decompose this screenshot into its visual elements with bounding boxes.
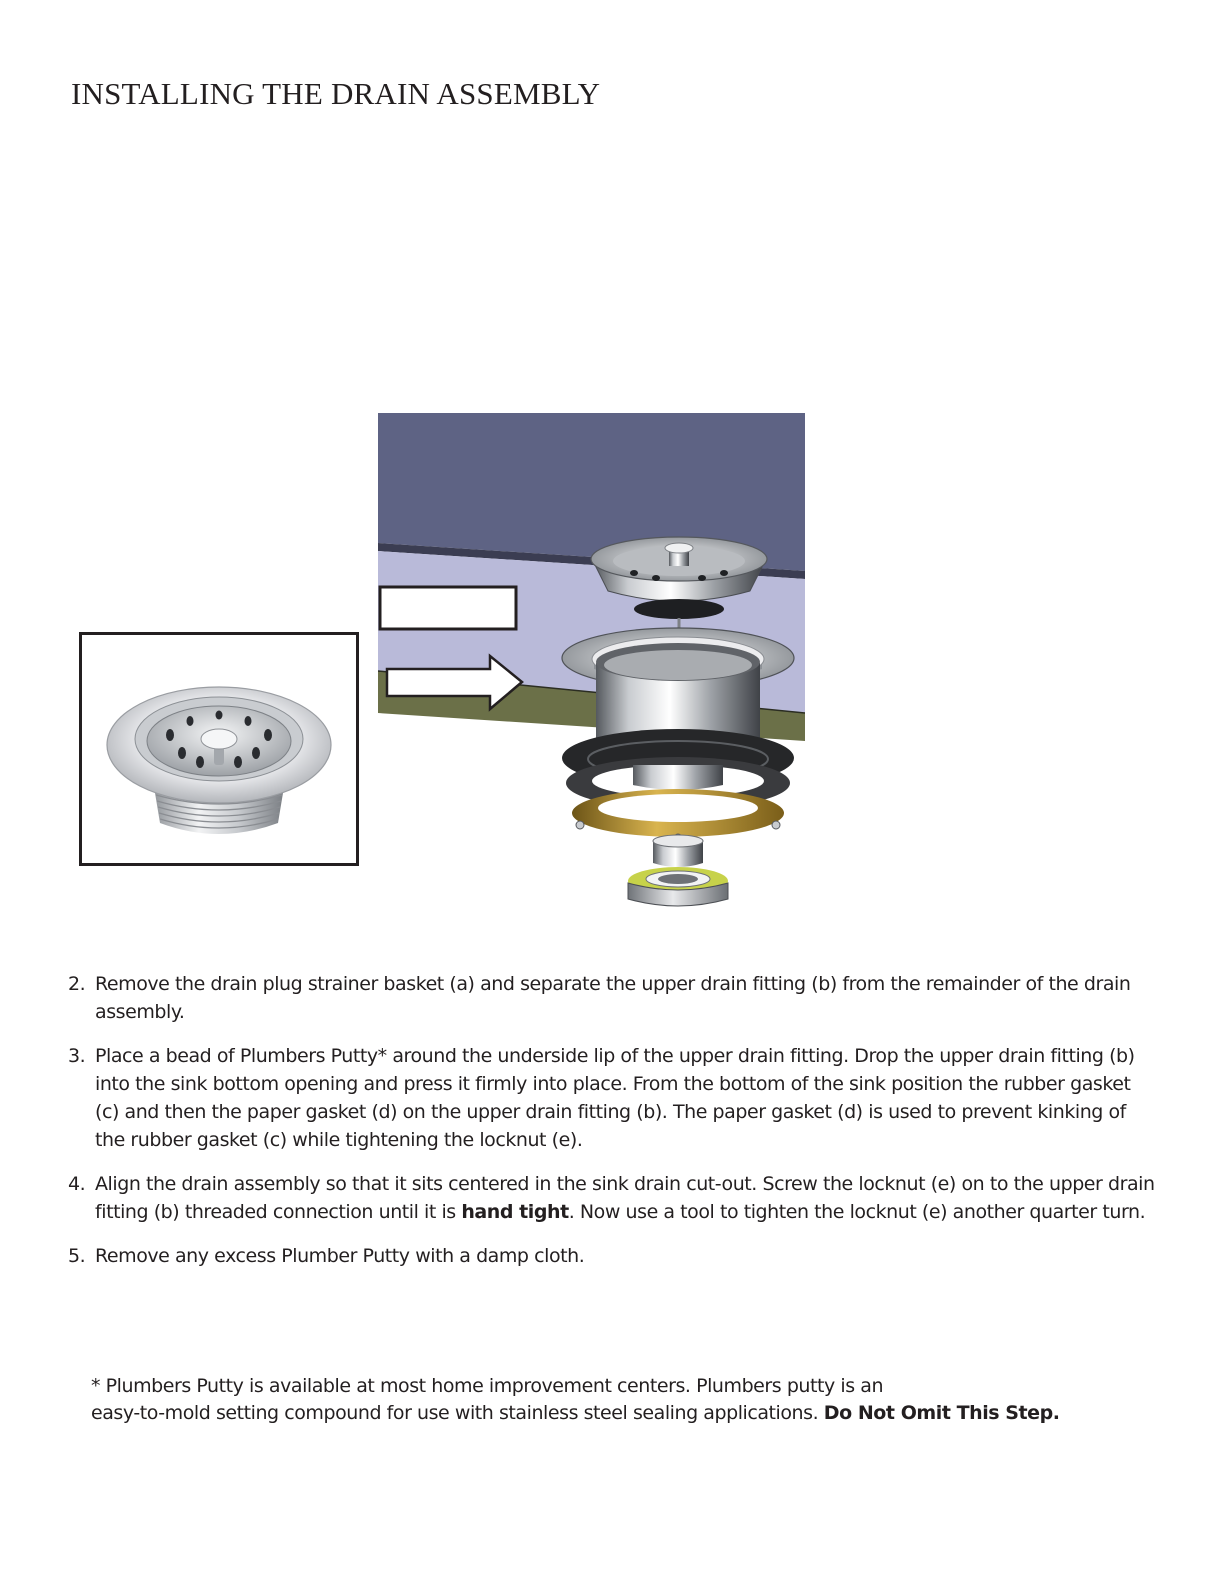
locknut (628, 835, 728, 906)
step-number: 4. (68, 1173, 86, 1195)
sink-strainer-photo-icon (82, 635, 356, 863)
instruction-steps (68, 970, 1158, 1286)
putty-footnote (91, 1373, 1151, 1427)
step-number: 2. (68, 973, 86, 995)
step-text: Place a bead of Plumbers Putty* around the underside lip of the upper drain fitting. Drop the upper drain fitting (b) into the sink bottom opening and press it firmly into place. From the bottom of the sink position the rubber gasket (c) and then the paper gasket (d) on the upper drain fitting (b). The paper gasket (d) is used to prevent kinking of the rubber gasket (c) while tightening the locknut (e). (95, 1045, 1135, 1151)
step-text-after: . Now use a tool to tighten the locknut (e) another quarter turn. (568, 1201, 1146, 1223)
step-item (68, 1242, 1158, 1270)
step-number: 5. (68, 1245, 86, 1267)
strainer-photo-frame (79, 632, 359, 866)
footnote-warning: Do Not Omit This Step. (823, 1402, 1060, 1424)
page-title: INSTALLING THE DRAIN ASSEMBLY (71, 76, 601, 111)
step-text: Remove any excess Plumber Putty with a damp cloth. (95, 1245, 585, 1267)
step-item (68, 1170, 1158, 1226)
footnote-line-2 (91, 1400, 1151, 1427)
footnote-text: easy-to-mold setting compound for use with stainless steel sealing applications. (91, 1402, 824, 1424)
label-box (380, 587, 516, 629)
step-text-before: Align the drain assembly so that it sits centered in the sink drain cut-out. Screw the locknut (e) on to the upper drain fitting (b) threaded connection until it is (95, 1173, 1155, 1223)
step-text (95, 1173, 1155, 1223)
paper-gasket (572, 789, 784, 842)
step-item (68, 970, 1158, 1026)
footnote-line-1: * Plumbers Putty is available at most home improvement centers. Plumbers putty is an (91, 1375, 884, 1397)
step-item (68, 1042, 1158, 1154)
drain-assembly-exploded-view-icon (378, 413, 805, 913)
step-text-emphasis: hand tight (461, 1201, 569, 1223)
step-number: 3. (68, 1045, 86, 1067)
step-text: Remove the drain plug strainer basket (a) and separate the upper drain fitting (b) from the remainder of the drain assembly. (95, 973, 1131, 1023)
